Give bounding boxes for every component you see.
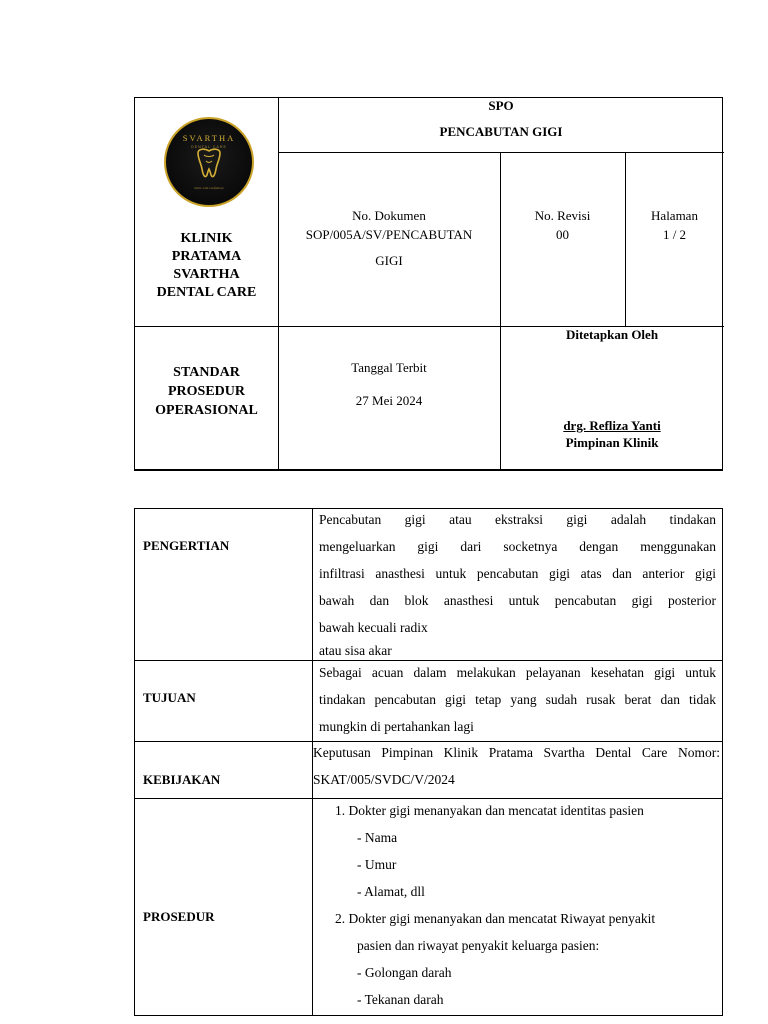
standard-line: PROSEDUR	[167, 384, 245, 399]
document-number-cell	[278, 206, 500, 270]
clinic-logo	[164, 117, 254, 207]
header-divider-left	[278, 98, 279, 470]
section-label-tujuan: TUJUAN	[143, 690, 196, 705]
document-number-value-cont: GIGI	[375, 253, 403, 268]
procedure-step: 2. Dokter gigi menanyakan dan mencatat Riwayat penyakit	[335, 911, 656, 926]
document-number-value: SOP/005A/SV/PENCABUTAN	[305, 227, 473, 242]
signer-block	[500, 417, 724, 451]
revision-cell	[500, 206, 625, 244]
text-line: mungkin di pertahankan lagi	[319, 719, 474, 734]
text-line: atau sisa akar	[319, 643, 392, 658]
procedure-list	[335, 797, 720, 1013]
page-cell	[625, 206, 724, 244]
text-line: infiltrasi anasthesi untuk pencabutan gigi atas dan anterior gigi	[319, 566, 716, 581]
standard-line: OPERASIONAL	[155, 403, 258, 418]
text-line: Keputusan Pimpinan Klinik Pratama Svartha Dental Care Nomor:	[313, 745, 720, 760]
text-line: SKAT/005/SVDC/V/2024	[313, 772, 455, 787]
spo-label: SPO	[488, 98, 514, 113]
page-value: 1 / 2	[662, 227, 687, 242]
issue-date-label: Tanggal Terbit	[351, 360, 427, 375]
logo-sub-text: DENTAL CARE	[191, 145, 227, 149]
section-label-kebijakan: KEBIJAKAN	[143, 772, 221, 787]
section-label-pengertian: PENGERTIAN	[143, 538, 230, 553]
section-text-tujuan	[319, 659, 716, 740]
procedure-subitem: - Umur	[357, 857, 397, 872]
procedure-subitem: - Alamat, dll	[357, 884, 425, 899]
header-divider-title	[278, 152, 724, 153]
page-label: Halaman	[651, 208, 698, 223]
procedure-step-cont: pasien dan riwayat penyakit keluarga pasien:	[357, 938, 600, 953]
procedure-step: 1. Dokter gigi menanyakan dan mencatat identitas pasien	[335, 803, 644, 818]
tooth-logo-icon	[166, 119, 252, 205]
issue-date-value: 27 Mei 2024	[355, 393, 423, 408]
revision-label: No. Revisi	[534, 208, 591, 223]
signer-name: drg. Refliza Yanti	[563, 418, 661, 433]
established-by-label: Ditetapkan Oleh	[565, 327, 659, 342]
signer-title: Pimpinan Klinik	[565, 435, 659, 450]
issue-date-cell	[278, 358, 500, 410]
header-table	[134, 97, 723, 471]
logo-tagline: Smile with confidence	[194, 186, 224, 190]
logo-brand-text: SVARTHA	[182, 133, 236, 143]
procedure-subitem: - Tekanan darah	[357, 992, 444, 1007]
text-line: tindakan pencabutan gigi tetap yang sudah rusak berat dan tidak	[319, 692, 716, 707]
document-title: PENCABUTAN GIGI	[439, 124, 563, 139]
clinic-name-line: KLINIK	[180, 231, 233, 246]
section-text-pengertian	[319, 506, 716, 661]
text-line: Sebagai acuan dalam melakukan pelayanan kesehatan gigi untuk	[319, 665, 716, 680]
section-text-kebijakan	[313, 739, 720, 793]
procedure-subitem: - Nama	[357, 830, 398, 845]
text-line: bawah dan blok anasthesi untuk pencabutan gigi posterior	[319, 593, 716, 608]
procedure-subitem: - Golongan darah	[357, 965, 452, 980]
clinic-name-line: PRATAMA	[171, 249, 242, 264]
standard-procedure-label	[135, 363, 278, 420]
revision-value: 00	[556, 227, 569, 242]
clinic-name-line: SVARTHA	[173, 267, 240, 282]
text-line: Pencabutan gigi atau ekstraksi gigi adalah tindakan	[319, 512, 716, 527]
standard-line: STANDAR	[173, 365, 240, 380]
text-line: bawah kecuali radix	[319, 620, 428, 635]
clinic-name-line: DENTAL CARE	[156, 285, 257, 300]
text-line: mengeluarkan gigi dari socketnya dengan menggunakan	[319, 539, 716, 554]
clinic-name	[135, 230, 278, 302]
document-number-label: No. Dokumen	[352, 208, 426, 223]
section-label-prosedur: PROSEDUR	[143, 909, 215, 924]
content-table	[134, 508, 723, 1016]
